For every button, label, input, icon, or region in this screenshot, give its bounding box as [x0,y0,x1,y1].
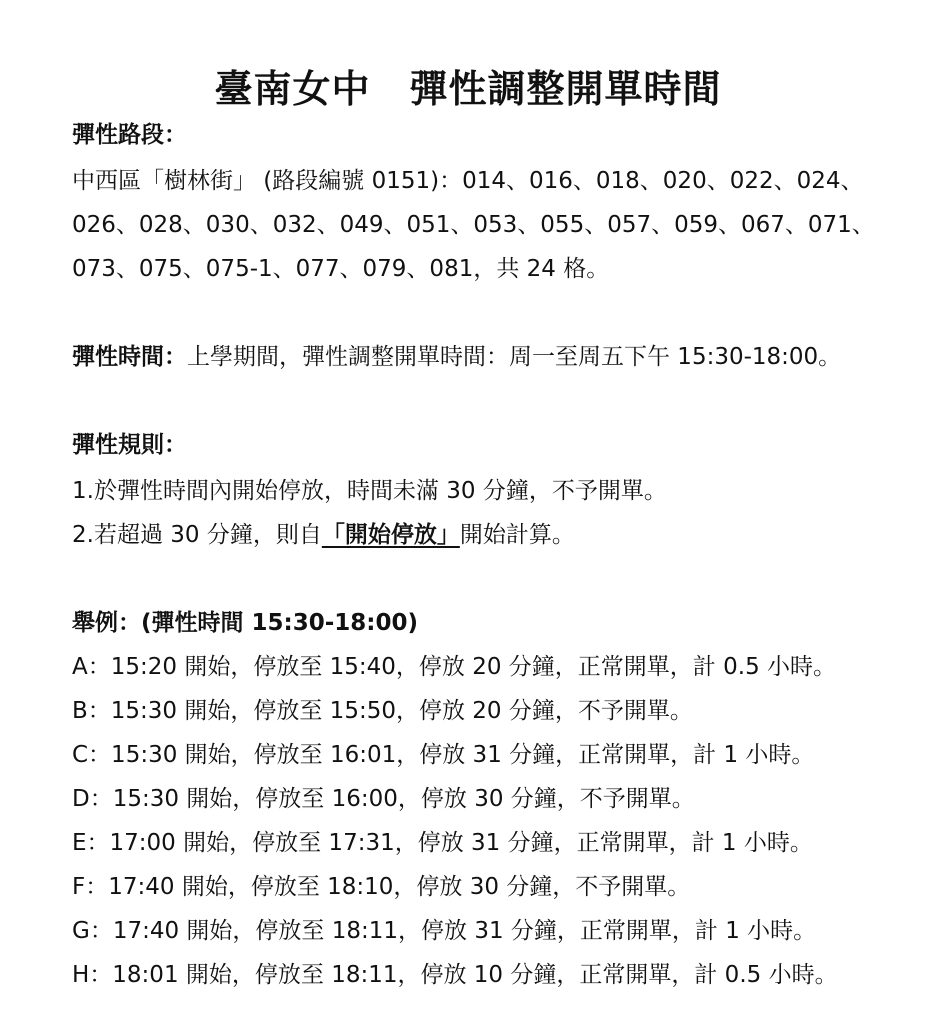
rule-1: 1.於彈性時間內開始停放，時間未滿 30 分鐘，不予開單。 [72,478,667,504]
rule-2-suffix: 開始計算。 [459,522,575,548]
example-item-c: C：15:30 開始，停放至 16:01，停放 31 分鐘，正常開單，計 1 小時。 [72,742,815,768]
example-item-f: F：17:40 開始，停放至 18:10，停放 30 分鐘，不予開單。 [72,874,691,900]
example-item-a: A：15:20 開始，停放至 15:40，停放 20 分鐘，正常開單，計 0.5 小時。 [72,654,837,680]
rule-2 [72,520,575,550]
example-item-g: G：17:40 開始，停放至 18:11，停放 31 分鐘，正常開單，計 1 小時。 [72,918,817,944]
example-item-b: B：15:30 開始，停放至 15:50，停放 20 分鐘，不予開單。 [72,698,693,724]
rule-2-prefix: 2.若超過 30 分鐘，則自 [72,522,322,548]
flex-time-text: 上學期間，彈性調整開單時間：周一至周五下午 15:30-18:00。 [187,344,842,370]
page-title: 臺南女中 彈性調整開單時間 [214,67,722,111]
example-item-h: H：18:01 開始，停放至 18:11，停放 10 分鐘，正常開單，計 0.5 小時。 [72,962,838,988]
examples-heading: 舉例：(彈性時間 15:30-18:00) [72,610,418,636]
road-section-line-2: 026、028、030、032、049、051、053、055、057、059、067、071、 [72,212,875,238]
road-section-line-1: 中西區「樹林街」 (路段編號 0151)：014、016、018、020、022、024、 [72,168,864,194]
flex-time-heading: 彈性時間： [72,344,187,370]
rule-2-emphasis: 「開始停放」 [321,522,460,548]
example-item-e: E：17:00 開始，停放至 17:31，停放 31 分鐘，正常開單，計 1 小時。 [72,830,813,856]
road-section-line-3: 073、075、075-1、077、079、081，共 24 格。 [72,256,610,282]
example-item-d: D：15:30 開始，停放至 16:00，停放 30 分鐘，不予開單。 [72,786,695,812]
road-section-heading: 彈性路段： [72,122,187,148]
flex-time-line [72,342,841,372]
rules-heading: 彈性規則： [72,432,187,458]
